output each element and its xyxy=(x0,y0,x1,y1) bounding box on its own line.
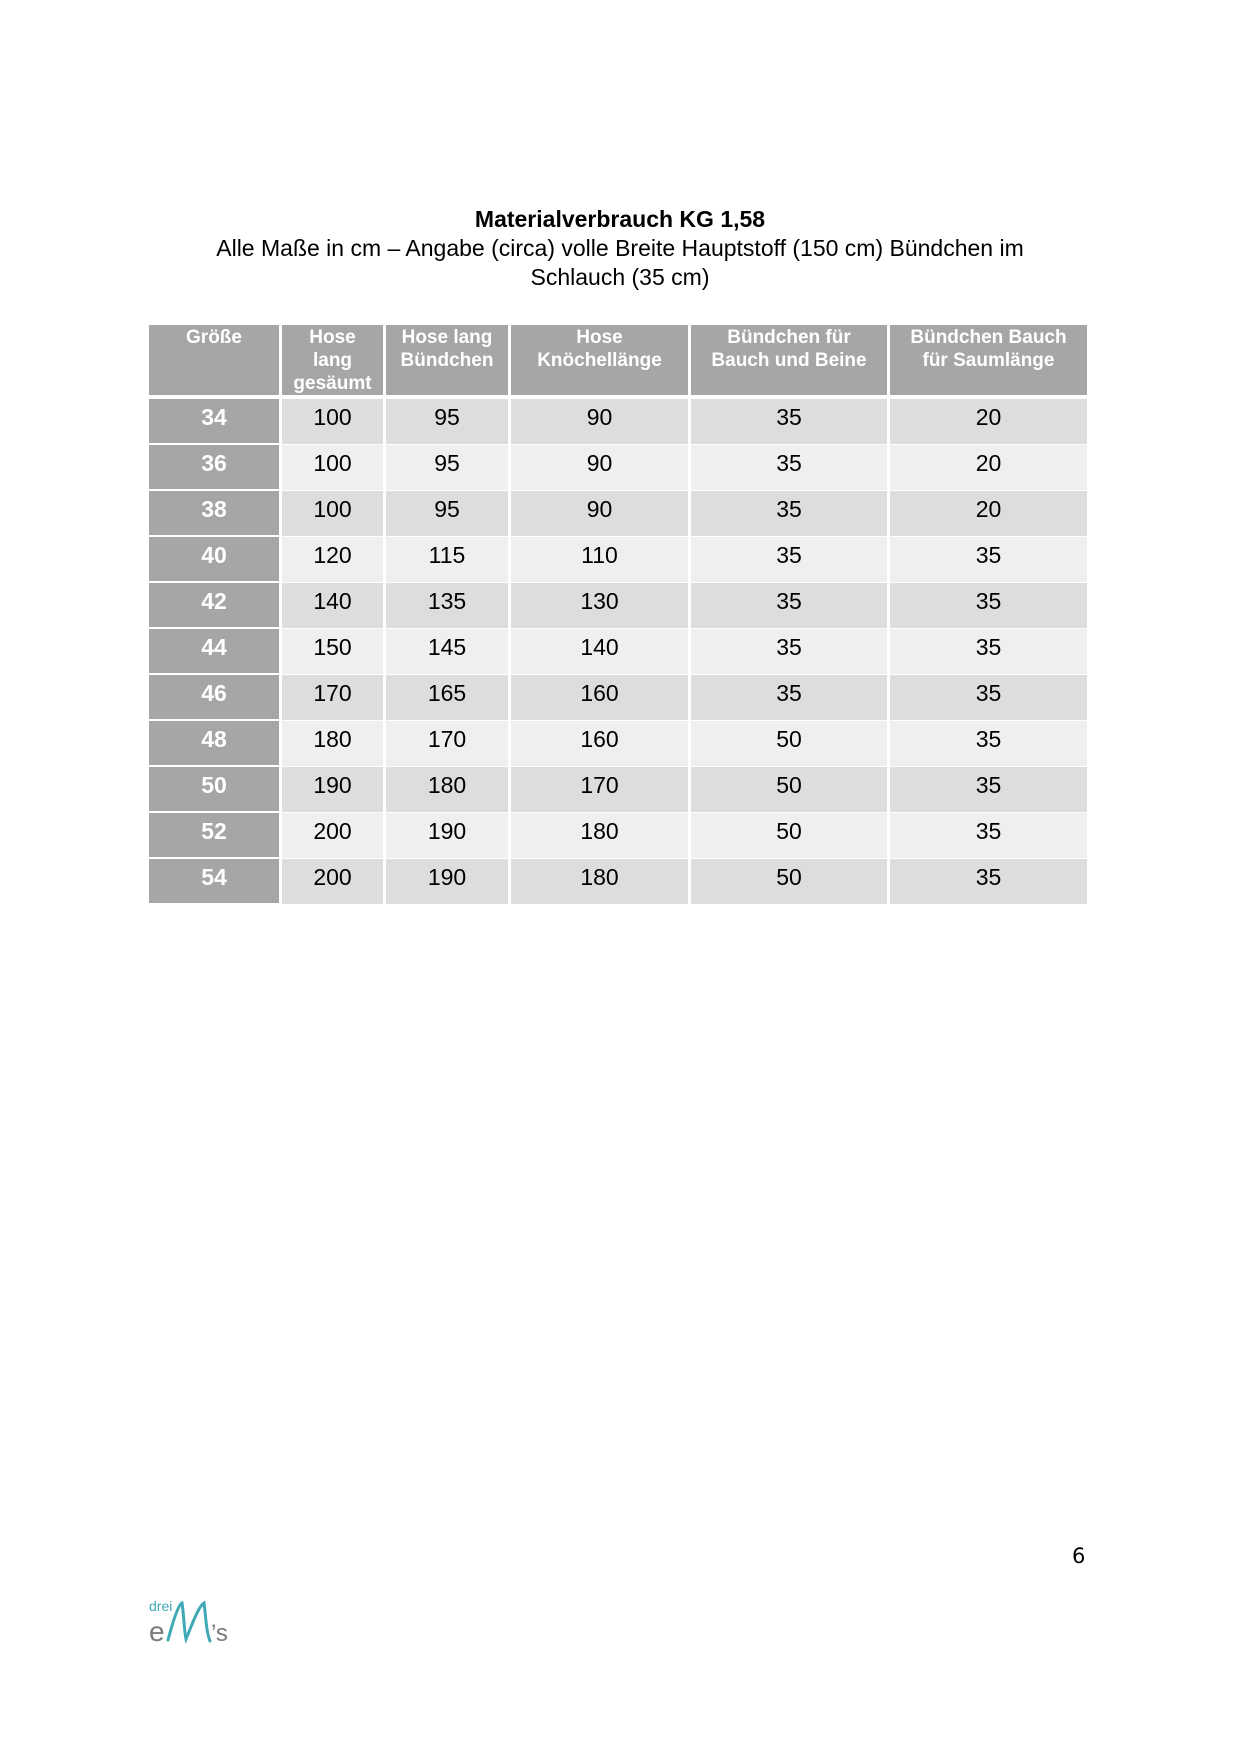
size-cell: 40 xyxy=(149,537,279,583)
size-cell: 54 xyxy=(149,859,279,905)
value-cell: 20 xyxy=(890,491,1087,537)
value-cell: 35 xyxy=(890,537,1087,583)
value-cell: 130 xyxy=(511,583,688,629)
value-cell: 35 xyxy=(691,491,887,537)
header-hose-lang-buendchen xyxy=(386,325,508,399)
value-cell: 35 xyxy=(691,399,887,445)
page-number: 6 xyxy=(1072,1544,1086,1568)
value-cell: 145 xyxy=(386,629,508,675)
value-cell: 90 xyxy=(511,399,688,445)
header-line: lang xyxy=(312,350,353,371)
header-line: Hose xyxy=(309,327,356,348)
value-cell: 120 xyxy=(282,537,383,583)
size-cell: 52 xyxy=(149,813,279,859)
value-cell: 35 xyxy=(691,445,887,491)
logo-text-s: ’s xyxy=(211,1620,228,1647)
header-line: gesäumt xyxy=(293,373,372,394)
value-cell: 90 xyxy=(511,491,688,537)
value-cell: 35 xyxy=(691,675,887,721)
table-row xyxy=(149,813,1087,859)
logo xyxy=(148,1595,248,1655)
header-hose-knoechellaenge xyxy=(511,325,688,399)
table-row xyxy=(149,721,1087,767)
value-cell: 190 xyxy=(386,813,508,859)
value-cell: 100 xyxy=(282,491,383,537)
value-cell: 180 xyxy=(282,721,383,767)
value-cell: 180 xyxy=(386,767,508,813)
value-cell: 200 xyxy=(282,813,383,859)
value-cell: 170 xyxy=(386,721,508,767)
value-cell: 35 xyxy=(890,675,1087,721)
document-heading xyxy=(150,205,1090,292)
logo-text-e: e xyxy=(149,1616,165,1647)
document-subtitle-line2: Schlauch (35 cm) xyxy=(530,264,710,290)
header-line: Bündchen xyxy=(400,350,494,371)
value-cell: 110 xyxy=(511,537,688,583)
value-cell: 160 xyxy=(511,675,688,721)
table-row xyxy=(149,491,1087,537)
value-cell: 35 xyxy=(691,583,887,629)
value-cell: 200 xyxy=(282,859,383,905)
value-cell: 50 xyxy=(691,721,887,767)
material-table xyxy=(146,325,1090,905)
header-groesse xyxy=(149,325,279,399)
value-cell: 35 xyxy=(691,629,887,675)
value-cell: 140 xyxy=(282,583,383,629)
value-cell: 50 xyxy=(691,767,887,813)
table-row xyxy=(149,583,1087,629)
logo-m-icon xyxy=(168,1603,210,1641)
value-cell: 180 xyxy=(511,859,688,905)
value-cell: 170 xyxy=(282,675,383,721)
header-line: Hose lang xyxy=(401,327,493,348)
table-row xyxy=(149,399,1087,445)
size-cell: 36 xyxy=(149,445,279,491)
value-cell: 100 xyxy=(282,399,383,445)
size-cell: 46 xyxy=(149,675,279,721)
table-row xyxy=(149,629,1087,675)
value-cell: 35 xyxy=(890,583,1087,629)
value-cell: 90 xyxy=(511,445,688,491)
size-cell: 48 xyxy=(149,721,279,767)
header-buendchen-saumlaenge xyxy=(890,325,1087,399)
header-hose-lang-gesaeumt xyxy=(282,325,383,399)
value-cell: 170 xyxy=(511,767,688,813)
value-cell: 35 xyxy=(890,813,1087,859)
table-row xyxy=(149,767,1087,813)
size-cell: 38 xyxy=(149,491,279,537)
table-row xyxy=(149,675,1087,721)
value-cell: 160 xyxy=(511,721,688,767)
value-cell: 135 xyxy=(386,583,508,629)
table-row xyxy=(149,859,1087,905)
header-line: Größe xyxy=(186,327,242,348)
table-header-row xyxy=(149,325,1087,399)
value-cell: 190 xyxy=(386,859,508,905)
value-cell: 35 xyxy=(691,537,887,583)
value-cell: 165 xyxy=(386,675,508,721)
logo-text-drei: drei xyxy=(149,1598,173,1614)
header-line: Bündchen für xyxy=(727,327,851,348)
value-cell: 20 xyxy=(890,399,1087,445)
value-cell: 35 xyxy=(890,859,1087,905)
header-line: Bündchen Bauch xyxy=(910,327,1067,348)
value-cell: 190 xyxy=(282,767,383,813)
value-cell: 35 xyxy=(890,629,1087,675)
size-cell: 50 xyxy=(149,767,279,813)
value-cell: 95 xyxy=(386,445,508,491)
value-cell: 100 xyxy=(282,445,383,491)
value-cell: 35 xyxy=(890,721,1087,767)
value-cell: 35 xyxy=(890,767,1087,813)
value-cell: 150 xyxy=(282,629,383,675)
value-cell: 20 xyxy=(890,445,1087,491)
document-title: Materialverbrauch KG 1,58 xyxy=(474,206,766,232)
value-cell: 95 xyxy=(386,491,508,537)
value-cell: 50 xyxy=(691,859,887,905)
header-line: für Saumlänge xyxy=(922,350,1055,371)
document-subtitle-line1: Alle Maße in cm – Angabe (circa) volle Breite Hauptstoff (150 cm) Bündchen im xyxy=(216,235,1024,261)
value-cell: 115 xyxy=(386,537,508,583)
value-cell: 50 xyxy=(691,813,887,859)
value-cell: 180 xyxy=(511,813,688,859)
header-line: Bauch und Beine xyxy=(711,350,867,371)
table-row xyxy=(149,445,1087,491)
value-cell: 95 xyxy=(386,399,508,445)
size-cell: 44 xyxy=(149,629,279,675)
header-line: Hose xyxy=(576,327,623,348)
size-cell: 42 xyxy=(149,583,279,629)
table-row xyxy=(149,537,1087,583)
table-body xyxy=(149,399,1087,905)
size-cell: 34 xyxy=(149,399,279,445)
header-line: Knöchellänge xyxy=(537,350,662,371)
header-buendchen-bauch-beine xyxy=(691,325,887,399)
value-cell: 140 xyxy=(511,629,688,675)
